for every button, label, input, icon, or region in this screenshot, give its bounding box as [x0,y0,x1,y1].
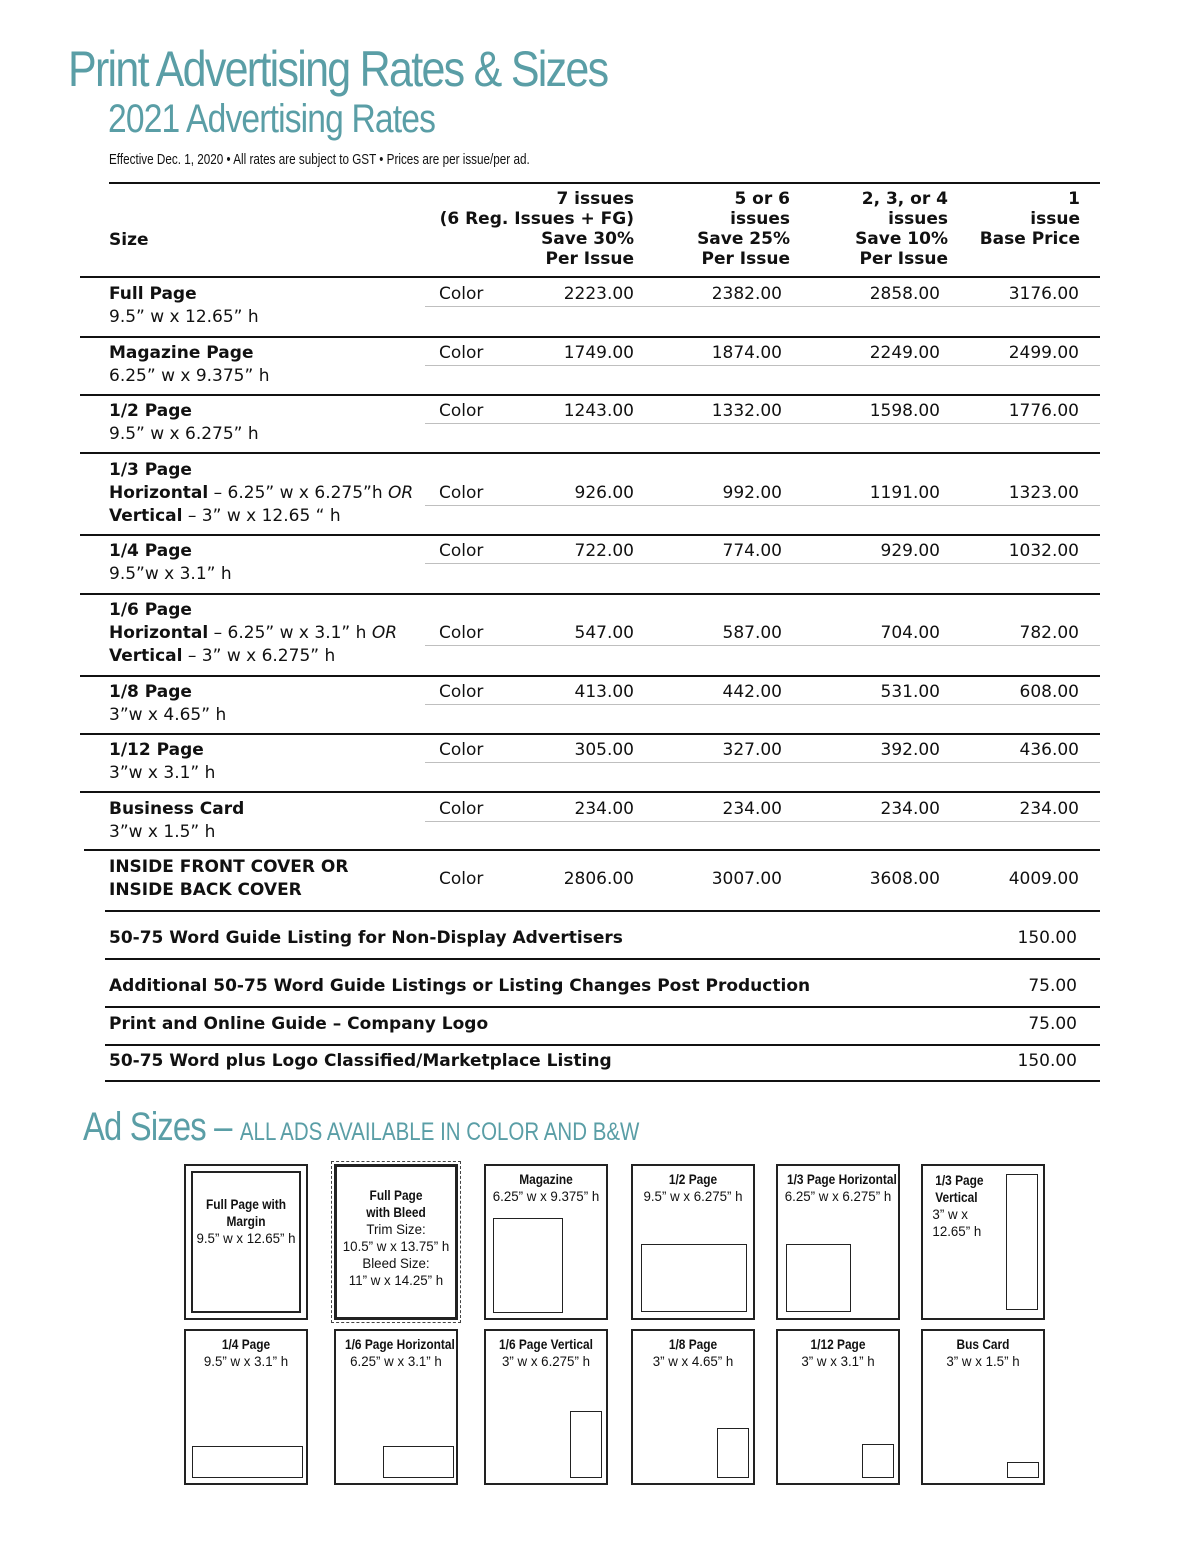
row-name: Business Card [109,799,245,819]
row-label [109,798,244,844]
row-label [109,681,226,727]
ad-size-label: 1/4 Page 9.5” w x 3.1” h [203,1336,289,1369]
color-label: Color [439,483,484,503]
ad-size-box [334,1164,458,1320]
header-bottom-rule [80,276,1100,278]
ad-size-box [631,1329,755,1485]
row-label [109,856,348,902]
ad-size-label: Full Page with Margin 9.5” w x 12.65” h [196,1196,296,1246]
price-cell: 436.00 [1019,740,1079,760]
ad-size-label: 1/3 Page Vertical 3” w x 12.65” h [932,1172,984,1239]
extra-listing-price: 75.00 [1028,976,1077,996]
row-subrule [425,563,1100,564]
price-cell: 704.00 [880,623,940,643]
price-cell: 587.00 [722,623,782,643]
price-cell: 1191.00 [869,483,940,503]
column-header-1-issue: 1 issue Base Price [979,189,1080,249]
price-cell: 1874.00 [711,343,782,363]
price-cell: 3176.00 [1008,284,1079,304]
price-cell: 2249.00 [869,343,940,363]
price-cell: 1243.00 [563,401,634,421]
row-size: 3”w x 4.65” h [109,705,227,725]
price-cell: 722.00 [574,541,634,561]
extra-divider [105,958,1100,960]
row-size: 3”w x 1.5” h [109,822,216,842]
column-header-2-4-issues: 2, 3, or 4 issues Save 10% Per Issue [855,189,948,269]
page-subtitle: 2021 Advertising Rates [108,97,436,141]
price-cell: 774.00 [722,541,782,561]
price-cell: 2223.00 [563,284,634,304]
ad-size-label: 1/2 Page 9.5” w x 6.275” h [643,1171,743,1204]
ad-area-rect [1007,1462,1039,1478]
ad-area-rect [786,1244,851,1312]
color-label: Color [439,284,484,304]
row-label [109,400,259,446]
ad-sizes-subtitle: ALL ADS AVAILABLE IN COLOR AND B&W [239,1118,640,1146]
ad-size-box [334,1329,458,1485]
row-divider [80,394,1100,396]
price-cell: 1598.00 [869,401,940,421]
ad-area-rect [641,1244,747,1312]
price-cell: 4009.00 [1008,869,1079,889]
ad-size-box [776,1164,900,1320]
ad-size-box [921,1329,1045,1485]
color-label: Color [439,623,484,643]
price-cell: 234.00 [722,799,782,819]
row-divider [80,336,1100,338]
ad-area-rect [862,1444,894,1478]
color-label: Color [439,869,484,889]
ad-size-box [484,1164,608,1320]
ad-area-rect [717,1428,749,1478]
row-label [109,540,232,586]
row-divider [84,849,1100,851]
row-divider [105,910,1100,912]
price-cell: 392.00 [880,740,940,760]
ad-area-rect [192,1446,303,1478]
row-horizontal-size: Horizontal – 6.25” w x 6.275”h OR [109,483,414,503]
price-cell: 442.00 [722,682,782,702]
row-subrule [425,423,1100,424]
page-title: Print Advertising Rates & Sizes [68,41,608,97]
row-size: 3”w x 3.1” h [109,763,216,783]
row-label [109,599,397,668]
row-name: 1/8 Page [109,682,192,702]
ad-size-label: Full Page with Bleed Trim Size: 10.5” w x 13.75” h Bleed Size: 11” w x 14.25” h [342,1187,450,1288]
ad-area-rect [1006,1174,1038,1310]
row-subrule [425,505,1100,506]
extra-listing-price: 150.00 [1017,1051,1077,1071]
row-divider [80,733,1100,735]
price-cell: 2858.00 [869,284,940,304]
row-subrule [425,645,1100,646]
row-name-2: INSIDE BACK COVER [109,880,302,900]
ad-size-box [631,1164,755,1320]
row-name: 1/3 Page [109,460,192,480]
row-label [109,459,413,528]
row-vertical-size: Vertical – 3” w x 6.275” h [109,646,336,666]
ad-size-label: 1/3 Page Horizontal 6.25” w x 6.275” h [784,1171,897,1204]
color-label: Color [439,343,484,363]
row-horizontal-size: Horizontal – 6.25” w x 3.1” h OR [109,623,398,643]
color-label: Color [439,682,484,702]
color-label: Color [439,740,484,760]
price-cell: 305.00 [574,740,634,760]
column-header-7-issues: 7 issues (6 Reg. Issues + FG) Save 30% Per Issue [439,189,634,269]
price-cell: 1323.00 [1008,483,1079,503]
row-subrule [425,365,1100,366]
ad-size-box [921,1164,1045,1320]
extra-listing-label: 50-75 Word plus Logo Classified/Marketplace Listing [109,1051,612,1071]
ad-size-label: Magazine 6.25” w x 9.375” h [492,1171,600,1204]
price-cell: 234.00 [880,799,940,819]
row-label [109,283,259,329]
price-cell: 608.00 [1019,682,1079,702]
row-subrule [425,704,1100,705]
table-top-rule [109,182,1100,184]
price-cell: 327.00 [722,740,782,760]
ad-size-label: 1/12 Page 3” w x 3.1” h [801,1336,875,1369]
column-header-5-6-issues: 5 or 6 issues Save 25% Per Issue [697,189,790,269]
ad-size-box [184,1329,308,1485]
row-vertical-size: Vertical – 3” w x 12.65 “ h [109,506,341,526]
ad-size-label: 1/8 Page 3” w x 4.65” h [652,1336,734,1369]
price-cell: 929.00 [880,541,940,561]
extra-listing-price: 150.00 [1017,928,1077,948]
row-divider [80,675,1100,677]
row-name: Magazine Page [109,343,254,363]
ad-area-rect [570,1411,602,1478]
ad-size-label: Bus Card 3” w x 1.5” h [946,1336,1020,1369]
extra-divider [105,1044,1100,1046]
row-name: 1/12 Page [109,740,204,760]
price-cell: 234.00 [574,799,634,819]
color-label: Color [439,541,484,561]
price-cell: 3608.00 [869,869,940,889]
row-name: INSIDE FRONT COVER OR [109,857,349,877]
size-column-header: Size [109,230,149,250]
row-name: 1/2 Page [109,401,192,421]
row-divider [80,452,1100,454]
row-size: 9.5” w x 6.275” h [109,424,259,444]
price-cell: 782.00 [1019,623,1079,643]
price-cell: 1032.00 [1008,541,1079,561]
price-cell: 3007.00 [711,869,782,889]
row-size: 6.25” w x 9.375” h [109,366,270,386]
row-subrule [425,762,1100,763]
price-cell: 992.00 [722,483,782,503]
extra-listing-price: 75.00 [1028,1014,1077,1034]
row-subrule [425,306,1100,307]
row-size: 9.5” w x 12.65” h [109,307,259,327]
row-label [109,342,270,388]
price-cell: 2806.00 [563,869,634,889]
color-label: Color [439,799,484,819]
ad-size-box [184,1164,308,1320]
extra-divider [105,1080,1100,1082]
effective-note: Effective Dec. 1, 2020 • All rates are subject to GST • Prices are per issue/per ad. [109,151,530,168]
price-cell: 926.00 [574,483,634,503]
extra-listing-label: Additional 50-75 Word Guide Listings or Listing Changes Post Production [109,976,811,996]
extra-divider [105,1006,1100,1008]
price-cell: 1776.00 [1008,401,1079,421]
row-name: Full Page [109,284,197,304]
ad-area-rect [383,1446,454,1478]
row-subrule [425,821,1100,822]
row-divider [80,593,1100,595]
ad-size-label: 1/6 Page Vertical 3” w x 6.275” h [499,1336,593,1369]
price-cell: 2382.00 [711,284,782,304]
ad-size-box [484,1329,608,1485]
color-label: Color [439,401,484,421]
price-cell: 531.00 [880,682,940,702]
row-label [109,739,215,785]
price-cell: 2499.00 [1008,343,1079,363]
row-size: 9.5”w x 3.1” h [109,564,232,584]
ad-area-rect [493,1218,563,1313]
price-cell: 547.00 [574,623,634,643]
price-cell: 413.00 [574,682,634,702]
ad-size-label: 1/6 Page Horizontal 6.25” w x 3.1” h [345,1336,455,1369]
row-name: 1/6 Page [109,600,192,620]
extra-listing-label: Print and Online Guide – Company Logo [109,1014,489,1034]
row-name: 1/4 Page [109,541,192,561]
price-cell: 1332.00 [711,401,782,421]
ad-sizes-title: Ad Sizes – ALL ADS AVAILABLE IN COLOR AND B&W [83,1105,640,1149]
price-cell: 234.00 [1019,799,1079,819]
ad-size-box [776,1329,900,1485]
row-divider [80,534,1100,536]
row-divider [80,791,1100,793]
price-cell: 1749.00 [563,343,634,363]
extra-listing-label: 50-75 Word Guide Listing for Non-Display Advertisers [109,928,623,948]
